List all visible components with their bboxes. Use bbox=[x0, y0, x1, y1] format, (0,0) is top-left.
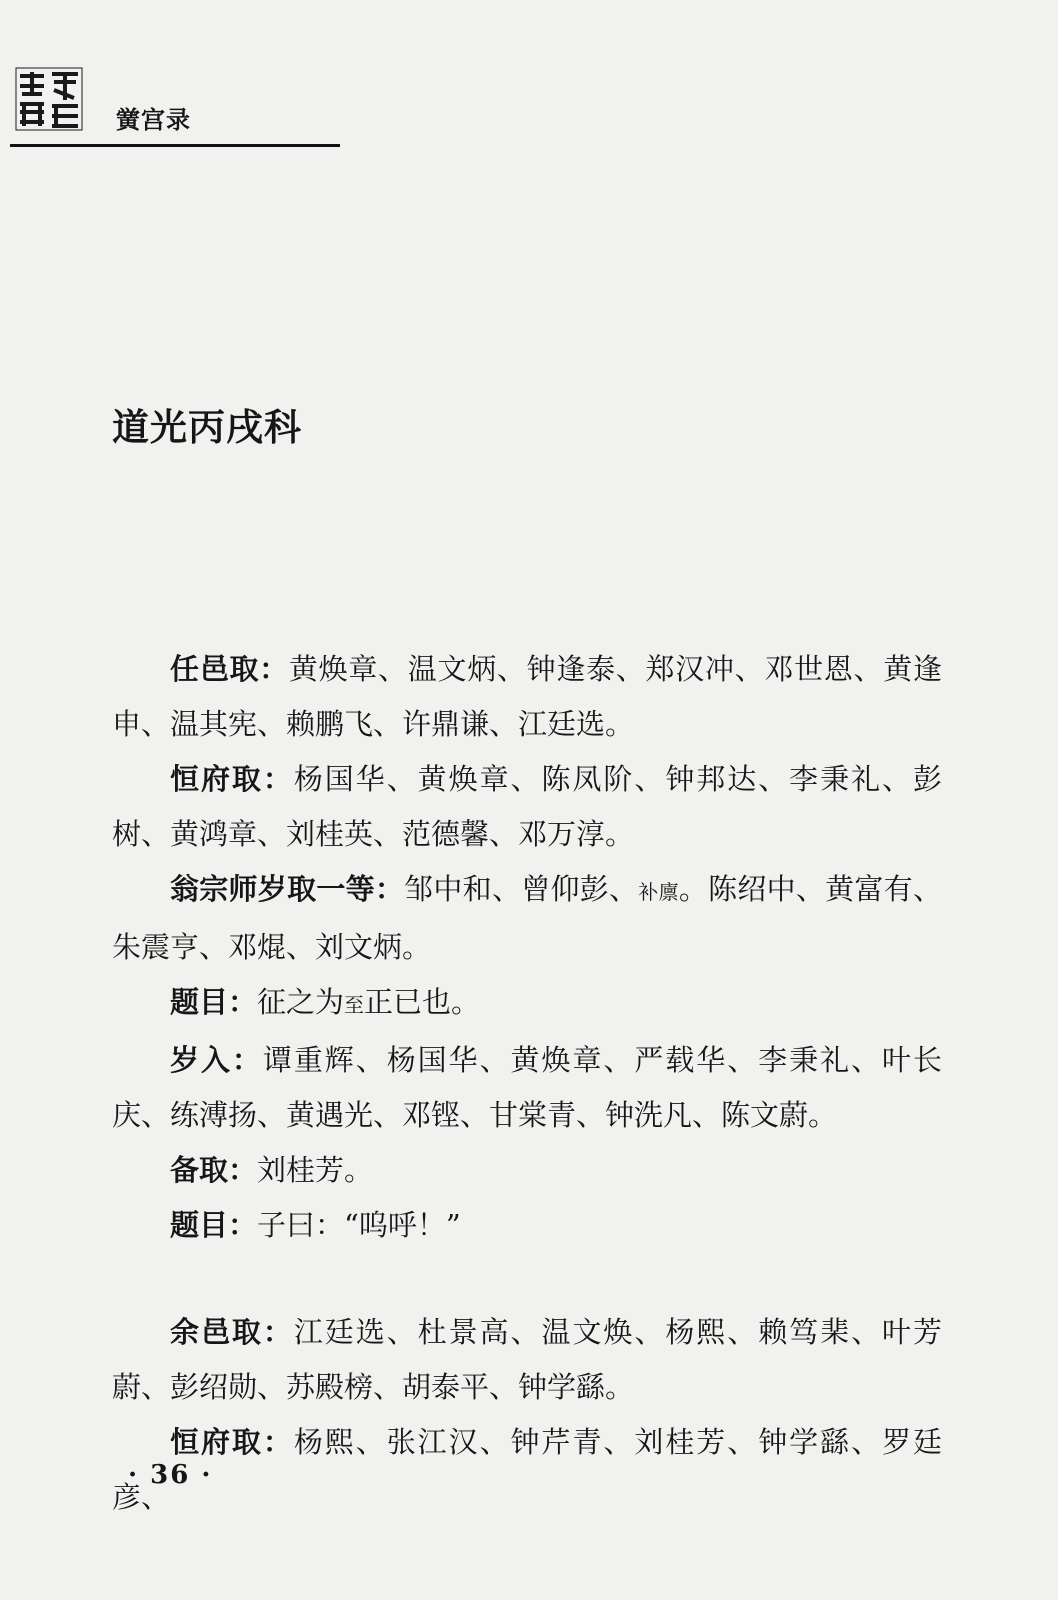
running-header-title: 黉宫录 bbox=[116, 106, 191, 134]
entry-text: 黄焕章、温文炳、钟逢泰、郑汉冲、邓世恩、黄逢申、温其宪、赖鹏飞、许鼎谦、江廷选。 bbox=[112, 652, 942, 741]
entry-label: 恒府取： bbox=[170, 762, 294, 796]
entry-label: 备取： bbox=[170, 1153, 258, 1187]
entry-text: 邹中和、曾仰彭、 bbox=[404, 872, 639, 906]
paragraph bbox=[112, 1198, 942, 1253]
paragraph bbox=[112, 642, 942, 752]
entry-text: 。陈绍中、黄富有、朱震亨、邓焜、刘文炳。 bbox=[112, 872, 942, 964]
paragraph bbox=[112, 862, 942, 975]
body-text bbox=[112, 642, 942, 1525]
small-note: 补廪 bbox=[638, 880, 679, 904]
paragraph bbox=[112, 1305, 942, 1415]
entry-label: 任邑取： bbox=[170, 652, 289, 686]
entry-text: 杨熙、张江汉、钟芹青、刘桂芳、钟学繇、罗廷彦、 bbox=[112, 1425, 942, 1514]
entry-label: 翁宗师岁取一等： bbox=[170, 872, 405, 906]
entry-label: 恒府取： bbox=[170, 1425, 294, 1459]
entry-text: 江廷选、杜景高、温文焕、杨熙、赖笃棐、叶芳蔚、彭绍勋、苏殿榜、胡泰平、钟学繇。 bbox=[112, 1315, 942, 1404]
entry-text: 征之为 bbox=[257, 985, 345, 1019]
header-divider bbox=[10, 144, 340, 147]
entry-label: 题目： bbox=[170, 985, 258, 1019]
seal-logo-icon bbox=[14, 66, 84, 132]
paragraph bbox=[112, 1033, 942, 1143]
chapter-title: 道光丙戌科 bbox=[112, 406, 302, 449]
page-number: · 36 · bbox=[128, 1460, 213, 1490]
small-note: 至 bbox=[344, 993, 365, 1017]
entry-text: 谭重辉、杨国华、黄焕章、严载华、李秉礼、叶长庆、练溥扬、黄遇光、邓铿、甘棠青、钟洗凡、陈文蔚。 bbox=[112, 1043, 942, 1132]
paragraph bbox=[112, 975, 942, 1033]
entry-text: 刘桂芳。 bbox=[257, 1153, 374, 1187]
paragraph bbox=[112, 752, 942, 862]
entry-label: 余邑取： bbox=[170, 1315, 294, 1349]
entry-text: 杨国华、黄焕章、陈凤阶、钟邦达、李秉礼、彭树、黄鸿章、刘桂英、范德馨、邓万淳。 bbox=[112, 762, 942, 851]
entry-text: 子曰：“呜呼！” bbox=[257, 1208, 461, 1242]
entry-label: 题目： bbox=[170, 1208, 258, 1242]
paragraph bbox=[112, 1415, 942, 1525]
entry-text: 正已也。 bbox=[364, 985, 481, 1019]
paragraph bbox=[112, 1143, 942, 1198]
entry-label: 岁入： bbox=[170, 1043, 263, 1077]
